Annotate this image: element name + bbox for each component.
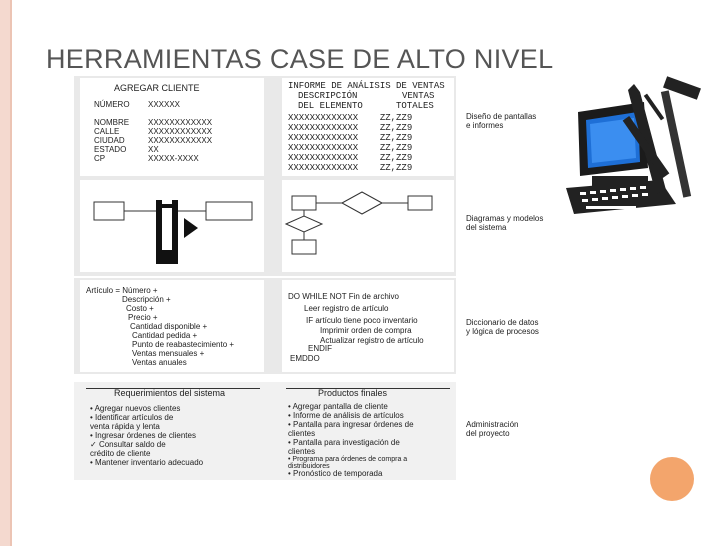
process-logic-panel bbox=[282, 280, 454, 372]
product-item: • Pantalla para investigación de clientes bbox=[288, 438, 400, 456]
products-heading: Productos finales bbox=[318, 388, 388, 398]
dict-line: Costo + bbox=[126, 304, 154, 313]
form-label-city: CIUDAD bbox=[94, 136, 125, 145]
dict-line: Ventas anuales bbox=[132, 358, 187, 367]
logic-line: IF artículo tiene poco inventario bbox=[306, 316, 418, 325]
form-value-name: XXXXXXXXXXXX bbox=[148, 118, 213, 127]
product-item: • Pantalla para ingresar órdenes de clientes bbox=[288, 420, 414, 438]
product-item: • Agregar pantalla de cliente bbox=[288, 402, 388, 411]
report-col1-header-2: DEL ELEMENTO bbox=[298, 101, 363, 111]
report-row: XXXXXXXXXXXXX ZZ,ZZ9 bbox=[288, 113, 413, 123]
slide-left-border bbox=[0, 0, 10, 546]
label-project-admin: Administración del proyecto bbox=[466, 420, 519, 438]
logic-line: DO WHILE NOT Fin de archivo bbox=[288, 292, 399, 301]
logic-line: EMDDO bbox=[290, 354, 320, 363]
label-diagrams: Diagramas y modelos del sistema bbox=[466, 214, 544, 232]
form-label-zip: CP bbox=[94, 154, 106, 163]
label-screen-design: Diseño de pantallas e informes bbox=[466, 112, 537, 130]
form-value-street: XXXXXXXXXXXX bbox=[148, 127, 213, 136]
form-value-number: XXXXXX bbox=[148, 100, 181, 109]
products-panel bbox=[282, 384, 454, 478]
report-row: XXXXXXXXXXXXX ZZ,ZZ9 bbox=[288, 153, 413, 163]
dict-line: Descripción + bbox=[122, 295, 171, 304]
report-row: XXXXXXXXXXXXX ZZ,ZZ9 bbox=[288, 163, 413, 173]
requirement-item: • Ingresar órdenes de clientes bbox=[90, 431, 196, 440]
diagram-panel-left bbox=[80, 180, 264, 272]
form-value-city: XXXXXXXXXXXX bbox=[148, 136, 213, 145]
computer-icon bbox=[556, 72, 712, 220]
form-label-name: NOMBRE bbox=[94, 118, 130, 127]
data-dictionary-panel bbox=[80, 280, 264, 372]
dict-line: Punto de reabastecimiento + bbox=[132, 340, 235, 349]
product-item: • Programa para órdenes de compra a distribuidores bbox=[288, 456, 408, 470]
requirement-item: • Mantener inventario adecuado bbox=[90, 458, 204, 467]
report-row: XXXXXXXXXXXXX ZZ,ZZ9 bbox=[288, 123, 413, 133]
dict-line: Cantidad pedida + bbox=[132, 331, 198, 340]
report-col2-header: VENTAS bbox=[402, 91, 435, 101]
form-heading: AGREGAR CLIENTE bbox=[114, 83, 200, 93]
requirement-item: • Identificar artículos de venta rápida y lenta bbox=[90, 413, 174, 431]
report-rows bbox=[288, 113, 448, 173]
form-label-street: CALLE bbox=[94, 127, 120, 136]
computer-tools-clipart bbox=[556, 72, 712, 220]
report-title: INFORME DE ANÁLISIS DE VENTAS bbox=[288, 81, 445, 91]
label-dictionary: Diccionario de datos y lógica de procesos bbox=[466, 318, 539, 336]
slide-title: HERRAMIENTAS CASE DE ALTO NIVEL bbox=[46, 44, 554, 74]
requirements-panel bbox=[80, 384, 264, 478]
logic-line: Leer registro de artículo bbox=[304, 304, 389, 313]
form-row-number: NÚMERO bbox=[94, 100, 130, 109]
sales-report-panel bbox=[282, 78, 454, 176]
form-value-zip: XXXXX-XXXX bbox=[148, 154, 199, 163]
product-item: • Informe de análisis de artículos bbox=[288, 411, 404, 420]
report-row: XXXXXXXXXXXXX ZZ,ZZ9 bbox=[288, 133, 413, 143]
decorative-orange-circle bbox=[650, 457, 694, 501]
product-item: • Pronóstico de temporada bbox=[288, 469, 383, 478]
diagram-panel-right bbox=[282, 180, 454, 272]
dict-line: Precio + bbox=[128, 313, 158, 322]
diagram-left-svg bbox=[80, 180, 264, 272]
requirement-item: ✓ Consultar saldo de crédito de cliente bbox=[90, 440, 166, 458]
logic-line: ENDIF bbox=[308, 344, 332, 353]
report-row: XXXXXXXXXXXXX ZZ,ZZ9 bbox=[288, 143, 413, 153]
dict-line: Artículo = Número + bbox=[86, 286, 158, 295]
requirement-item: • Agregar nuevos clientes bbox=[90, 404, 181, 413]
report-col1-header: DESCRIPCIÓN bbox=[298, 91, 358, 101]
dict-line: Ventas mensuales + bbox=[132, 349, 205, 358]
dict-line: Cantidad disponible + bbox=[130, 322, 208, 331]
logic-line: Actualizar registro de artículo bbox=[320, 336, 424, 345]
requirements-heading: Requerimientos del sistema bbox=[114, 388, 226, 398]
logic-line: Imprimir orden de compra bbox=[320, 326, 412, 335]
report-col2-header-2: TOTALES bbox=[396, 101, 434, 111]
slide-left-border-line bbox=[10, 0, 12, 546]
form-label-state: ESTADO bbox=[94, 145, 127, 154]
form-value-state: XX bbox=[148, 145, 159, 154]
customer-form-panel bbox=[80, 78, 264, 176]
diagram-right-svg bbox=[282, 180, 454, 272]
